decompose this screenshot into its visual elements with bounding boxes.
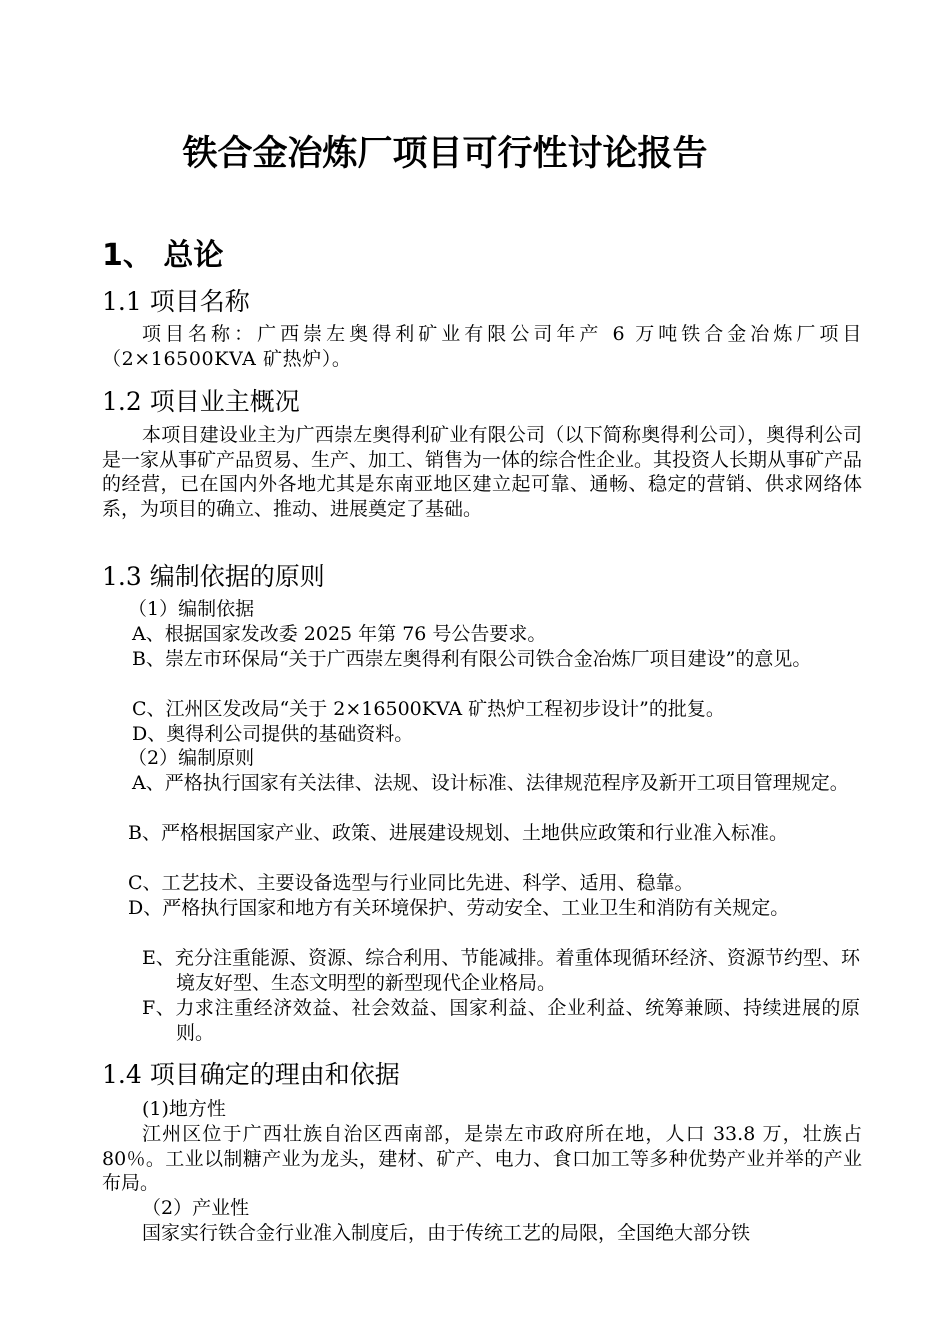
principle-item-a: A、严格执行国家有关法律、法规、设计标准、法律规范程序及新开工项目管理规定。 (132, 772, 849, 794)
industry-paragraph: 国家实行铁合金行业准入制度后，由于传统工艺的局限，全国绝大部分铁 (142, 1222, 751, 1244)
principle-label: （2）编制原则 (128, 747, 255, 769)
section-heading-1-3: 1.3 编制依据的原则 (102, 562, 325, 591)
principle-item-e: E、充分注重能源、资源、综合利用、节能减排。着重体现循环经济、资源节约型、环境友好型、生态文明型的新型现代企业格局。 (142, 947, 860, 994)
industry-label: （2）产业性 (142, 1197, 250, 1219)
local-label: (1)地方性 (142, 1098, 226, 1120)
basis-item-a: A、根据国家发改委 2025 年第 76 号公告要求。 (132, 623, 547, 645)
basis-label: （1）编制依据 (128, 598, 255, 620)
chapter-heading: 1、 总论 (102, 238, 224, 273)
section-heading-1-1: 1.1 项目名称 (102, 287, 250, 316)
local-paragraph: 江州区位于广西壮族自治区西南部，是崇左市政府所在地，人口 33.8 万，壮族占 80％。工业以制糖产业为龙头，建材、矿产、电力、食口加工等多种优势产业并举的产业布局。 (102, 1123, 862, 1194)
principle-item-f: F、力求注重经济效益、社会效益、国家利益、企业利益、统筹兼顾、持续进展的原则。 (142, 997, 860, 1044)
basis-item-c: C、江州区发改局“关于 2×16500KVA 矿热炉工程初步设计”的批复。 (132, 698, 725, 720)
section-heading-1-2: 1.2 项目业主概况 (102, 387, 300, 416)
document-title: 铁合金冶炼厂项目可行性讨论报告 (182, 134, 708, 174)
section-heading-1-4: 1.4 项目确定的理由和依据 (102, 1060, 400, 1089)
basis-item-d: D、奥得利公司提供的基础资料。 (132, 723, 414, 745)
principle-item-c: C、工艺技术、主要设备选型与行业同比先进、科学、适用、稳靠。 (128, 872, 694, 894)
basis-item-b: B、崇左市环保局“关于广西崇左奥得利有限公司铁合金冶炼厂项目建设”的意见。 (132, 648, 812, 670)
project-name-paragraph: 项目名称：广西崇左奥得利矿业有限公司年产 6 万吨铁合金冶炼厂项目（2×16500KVA 矿热炉）。 (102, 323, 862, 370)
principle-item-b: B、严格根据国家产业、政策、进展建设规划、土地供应政策和行业准入标准。 (128, 822, 788, 844)
principle-item-d: D、严格执行国家和地方有关环境保护、劳动安全、工业卫生和消防有关规定。 (128, 897, 790, 919)
owner-overview-paragraph: 本项目建设业主为广西崇左奥得利矿业有限公司（以下简称奥得利公司），奥得利公司是一家从事矿产品贸易、生产、加工、销售为一体的综合性企业。其投资人长期从事矿产品的经营，已在国内外各地尤其是东南亚地区建立起可靠、通畅、稳定的营销、供求网络体系，为项目的确立、推动、进展奠定了基础。 (102, 424, 863, 520)
